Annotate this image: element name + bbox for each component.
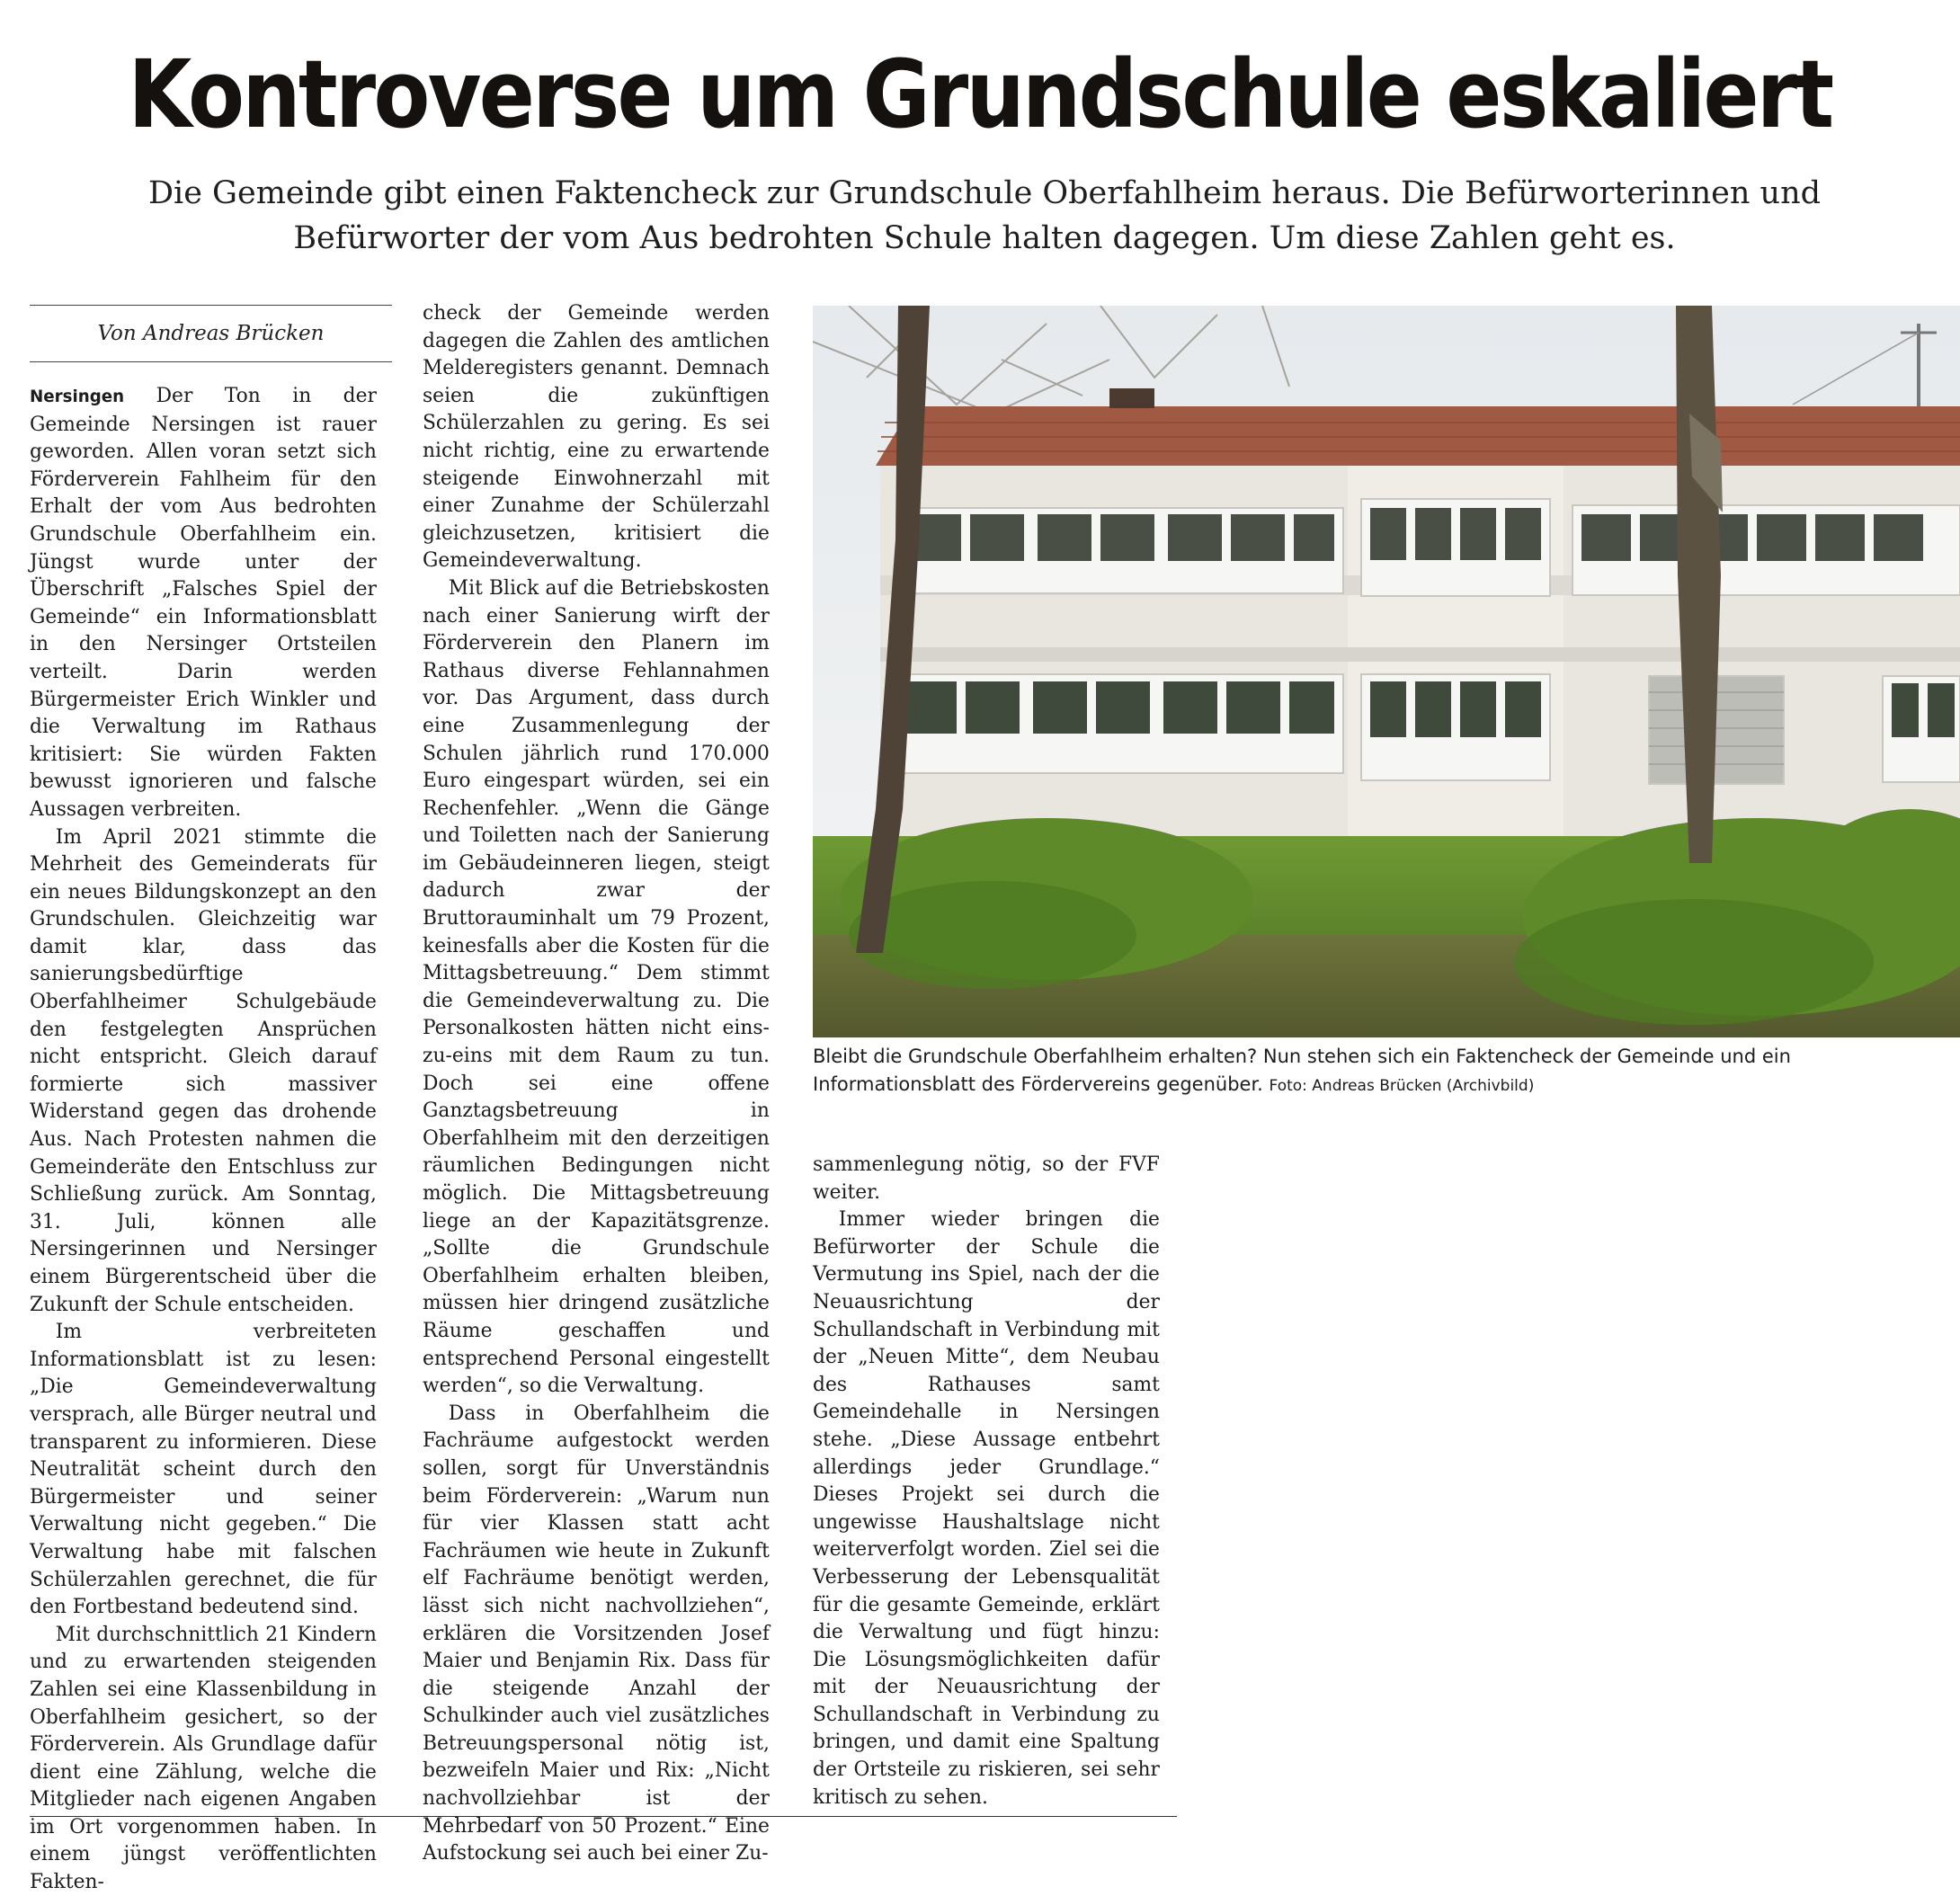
caption-text: Bleibt die Grundschule Oberfahlheim erhalten? Nun stehen sich ein Faktencheck der Gemeinde und ein Informationsblatt des Fördervereins gegenüber. (813, 1046, 1791, 1095)
paragraph: sammenlegung nötig, so der FVF weiter. (813, 1153, 1160, 1204)
paragraph: Immer wieder bringen die Befürworter der Schule die Vermutung ins Spiel, nach der die Neuausrichtung der Schullandschaft in Verbindung mit der „Neuen Mitte“, dem Neubau des Rathauses samt Gemeindehalle in Nersingen stehe. „Diese Aussage entbehrt allerdings jeder Grundlage.“ Dieses Projekt sei durch die ungewisse Haushaltslage nicht weiterverfolgt worden. Ziel sei die Verbesserung der Lebensqualität für die gesamte Gemeinde, erklärt die Verwaltung und fügt hinzu: Die Lösungsmöglichkeiten dafür mit der Neuausrichtung der Schullandschaft in Verbindung zu bringen, und damit eine Spaltung der Ortsteile zu riskieren, sei sehr kritisch zu sehen. (813, 1207, 1160, 1809)
photo-caption (813, 1043, 1955, 1100)
subheadline: Die Gemeinde gibt einen Faktencheck zur Grundschule Oberfahlheim heraus. Die Befürworterinnen und Befürworter der vom Aus bedrohten Schule halten dagegen. Um diese Zahlen geht es. (147, 175, 1822, 256)
dateline: Nersingen (30, 387, 125, 406)
byline: Von Andreas Brücken (97, 322, 325, 345)
paragraph: Dass in Oberfahlheim die Fachräume aufgestockt werden sollen, sorgt für Unverständnis beim Förderverein: „Warum nun für vier Klassen statt acht Fachräumen wie heute in Zukunft elf Fachräume benötigt werden, lässt sich nicht nachvollziehen“, erklären die Vorsitzenden Josef Maier und Benjamin Rix. Dass für die steigende Anzahl der Schulkinder auch viel zusätzliches Betreuungspersonal nötig ist, bezweifeln Maier und Rix: „Nicht nachvollziehbar ist der Mehrbedarf von 50 Prozent.“ Eine Aufstockung sei auch bei einer Zu- (423, 1401, 770, 1865)
paragraph: Im verbreiteten Informationsblatt ist zu lesen: „Die Gemeindeverwaltung versprach, alle Bürger neutral und transparent zu informieren. Diese Neutralität scheint durch den Bürgermeister und seiner Verwaltung nicht gegeben.“ Die Verwaltung habe mit falschen Schülerzahlen gerechnet, die für den Fortbestand bedeutend sind. (30, 1320, 377, 1619)
paragraph: Im April 2021 stimmte die Mehrheit des Gemeinderats für ein neues Bildungskonzept an den Grundschulen. Gleichzeitig war damit klar, dass das sanierungsbedürftige Oberfahlheimer Schulgebäude den festgelegten Ansprüchen nicht entspricht. Gleich darauf formierte sich massiver Widerstand gegen das drohende Aus. Nach Protesten nahmen die Gemeinderäte den Entschluss zur Schließung zurück. Am Sonntag, 31. Juli, können alle Nersingerinnen und Nersinger einem Bürgerentscheid über die Zukunft der Schule entscheiden. (30, 824, 377, 1316)
article-column-2 (423, 299, 770, 1867)
article-column-1 (30, 382, 377, 1896)
paragraph: Mit Blick auf die Betriebskosten nach einer Sanierung wirft der Förderverein den Planern im Rathaus diverse Fehlannahmen vor. Das Argument, dass durch eine Zusammenlegung der Schulen jährlich rund 170.000 Euro eingespart würden, sei ein Rechenfehler. „Wenn die Gänge und Toiletten nach der Sanierung im Gebäudeinneren liegen, steigt dadurch zwar der Bruttorauminhalt um 79 Prozent, keinesfalls aber die Kosten für die Mittagsbetreuung.“ Dem stimmt die Gemeindeverwaltung zu. Die Personalkosten hätten nicht eins-zu-eins mit dem Raum zu tun. Doch sei eine offene Ganztagsbetreuung in Oberfahlheim mit den derzeitigen räumlichen Bedingungen nicht möglich. Die Mittagsbetreuung liege an der Kapazitätsgrenze. „Sollte die Grundschule Oberfahlheim erhalten bleiben, müssen hier dringend zusätzliche Räume geschaffen und entsprechend Personal eingestellt werden“, so die Verwaltung. (423, 575, 770, 1398)
paragraph: Mit durchschnittlich 21 Kindern und zu erwartenden steigenden Zahlen sei eine Klassenbildung in Oberfahlheim gesichert, so der Förderverein. Als Grundlage dafür dient eine Zählung, welche die Mitglieder nach eigenen Angaben im Ort vorgenommen haben. In einem jüngst veröffentlichten Fakten- (30, 1622, 377, 1894)
photo-credit: Foto: Andreas Brücken (Archivbild) (1269, 1077, 1535, 1095)
paragraph: Nersingen Der Ton in der Gemeinde Nersingen ist rauer geworden. Allen voran setzt sich Förderverein Fahlheim für den Erhalt der vom Aus bedrohten Grundschule Oberfahlheim ein. Jüngst wurde unter der Überschrift „Falsches Spiel der Gemeinde“ ein Informationsblatt in den Nersinger Ortsteilen verteilt. Darin werden Bürgermeister Erich Winkler und die Verwaltung im Rathaus kritisiert: Sie würden Fakten bewusst ignorieren und falsche Aussagen verbreiten. (30, 384, 377, 821)
headline: Kontroverse um Grundschule eskaliert (128, 40, 1832, 149)
paragraph: check der Gemeinde werden dagegen die Zahlen des amtlichen Melderegisters genannt. Demnach seien die zukünftigen Schülerzahlen zu gering. Es sei nicht richtig, eine zu erwartende steigende Einwohnerzahl mit einer Zunahme der Schülerzahl gleichzusetzen, kritisiert die Gemeindeverwaltung. (423, 301, 770, 573)
bottom-rule (30, 1816, 1177, 1817)
school-photo (813, 306, 1960, 1037)
byline-box (30, 305, 392, 362)
article-column-3 (813, 1151, 1160, 1811)
school-building-image (813, 306, 1960, 1037)
